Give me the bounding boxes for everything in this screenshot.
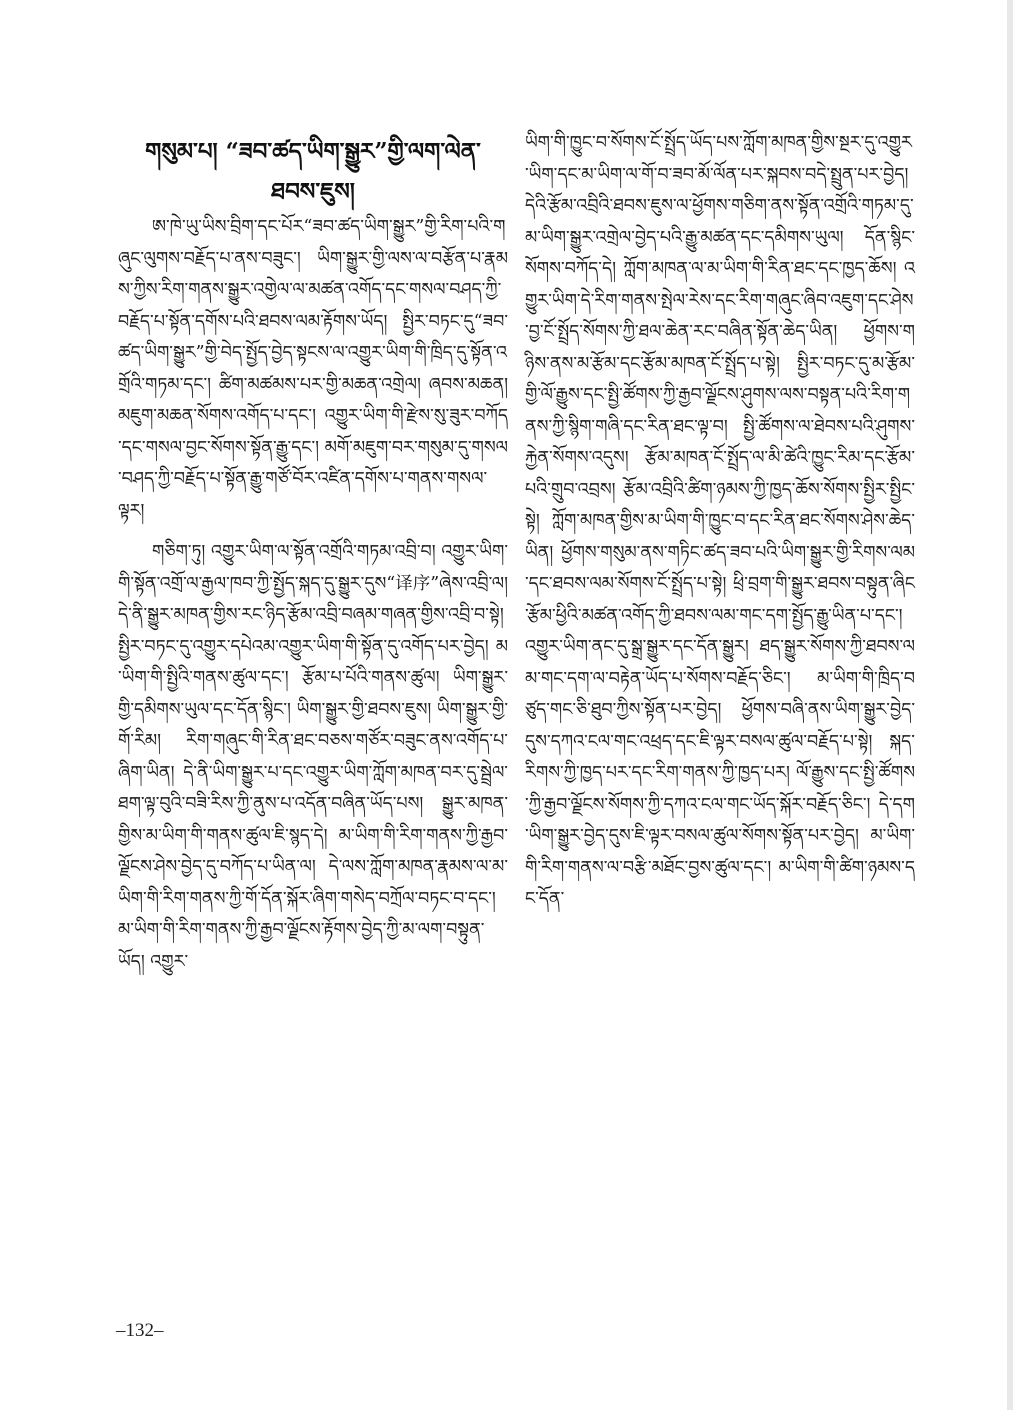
section-title-line-1: གསུམ་པ། “ཟབ་ཚད་ཡིག་སྒྱུར”གྱི་ལག་ལེན་ (145, 138, 481, 165)
left-paragraph-2: གཅིག་ཏུ། འགྱུར་ཡིག་ལ་སྟོན་འགྲོའི་གཏམ་འབྲི་བ། འགྱུར་ཡིག་གི་སྟོན་འགྲོ་ལ་རྒྱལ་ཁབ་ཀྱི་སྤྱོད་སྐད་དུ་སྒྱུར་དུས“译序”ཞེས་འབྲི་ལ། དེ་ནི་སྒྱུར་མཁན་གྱིས་རང་ཉིད་རྩོམ་འབྲི་བཞམ་གཞན་གྱིས་འབྲི་བ་སྟེ། སྤྱིར་བཏང་དུ་འགྱུར་དཔེའམ་འགྱུར་ཡིག་གི་སྟོན་དུ་འགོད་པར་བྱེད། མ་ཡིག་གི་སྤྱིའི་གནས་ཚུལ་དང་། རྩོམ་པ་པོའི་གནས་ཚུལ། ཡིག་སྒྱུར་གྱི་དམིགས་ཡུལ་དང་དོན་སྙིང་། ཡིག་སྒྱུར་གྱི་ཐབས་ཇུས། ཡིག་སྒྱུར་གྱི་གོ་རིམ། རིག་གཞུང་གི་རིན་ཐང་བཅས་གཙོར་བཟུང་ནས་འགོད་པ་ཞིག་ཡིན། དེ་ནི་ཡིག་སྒྱུར་པ་དང་འགྱུར་ཡིག་ཀློག་མཁན་བར་དུ་སྦྲེལ་ཐག་ལྟ་བུའི་བཟི་རིས་ཀྱི་ནུས་པ་འདོན་བཞིན་ཡོད་པས། སྒྱུར་མཁན་གྱིས་མ་ཡིག་གི་གནས་ཚུལ་ཇི་སྙད་དེ། མ་ཡིག་གི་རིག་གནས་ཀྱི་རྒྱབ་ལྗོངས་ཤེས་བྱེད་དུ་བཀོད་པ་ཡིན་ལ། དེ་ལས་ཀློག་མཁན་རྣམས་ལ་མ་ཡིག་གི་རིག་གནས་ཀྱི་གོ་དོན་སྐོར་ཞིག་གསེད་བཀྲོལ་བཏང་བ་དང་། མ་ཡིག་གི་རིག་གནས་ཀྱི་རྒྱབ་ལྗོངས་རྟོགས་བྱེད་ཀྱི་མ་ལག་བསྟུན་ཡོད། འགྱུར་ (118, 542, 509, 972)
left-paragraph-1: ཨ་ཁེ་ཡུ་ཡིས་བྲིག་དང་པོར“ཟབ་ཚད་ཡིག་སྒྱུར”གྱི་རིག་པའི་གཞུང་ལུགས་བརྗོད་པ་ནས་བཟུང་། ཡིག་སྒྱུར་གྱི་ལས་ལ་བརྩོན་པ་རྣམས་ཀྱིས་རིག་གནས་སྒྱུར་འགྱེལ་ལ་མཚན་འགོད་དང་གསལ་བཤད་ཀྱི་བརྗོད་པ་སྟོན་དགོས་པའི་ཐབས་ལམ་རྟོགས་ཡོད། སྤྱིར་བཏང་དུ“ཟབ་ཚད་ཡིག་སྒྱུར”གྱི་བེད་སྤྱོད་བྱེད་སྟངས་ལ་འགྱུར་ཡིག་གི་ཁྲིད་དུ་སྟོན་འགྲོའི་གཏམ་དང་། ཚིག་མཚམས་པར་གྱི་མཆན་འགྲེལ། ཞབས་མཆན། མཇུག་མཆན་སོགས་འགོད་པ་དང་། འགྱུར་ཡིག་གི་རྫེས་སུ་ཟུར་བཀོད་དང་གསལ་བྱང་སོགས་སྟོན་རྒྱུ་དང་། མགོ་མཇུག་བར་གསུམ་དུ་གསལ་བཤད་ཀྱི་བརྗོད་པ་སྟོན་རྒྱུ་གཙོ་བོར་འཛིན་དགོས་པ་གནས་གསལ་ལྟར། (118, 217, 509, 521)
paragraph-gap (118, 527, 508, 537)
section-title-line-2: ཐབས་ཇུས། (271, 178, 355, 205)
page-edge-shadow (1007, 0, 1013, 1410)
page-number: –132– (116, 1320, 164, 1341)
right-paragraph-1: ཡིག་གི་ཁྱུང་བ་སོགས་ངོ་སྤྲོད་ཡོད་པས་ཀློག་མཁན་གྱིས་སྔར་དུ་འགྱུར་ཡིག་དང་མ་ཡིག་ལ་གོ་བ་ཟབ་མོ་ལོན་པར་སྐབས་བདེ་སྤྲུན་པར་བྱེད། དེའི་རྩོམ་འབྲིའི་ཐབས་ཇུས་ལ་ཕྱོགས་གཅིག་ནས་སྟོན་འགྲོའི་གཏམ་དུ་མ་ཡིག་སྒྱུར་འགྲེལ་བྱེད་པའི་རྒྱུ་མཚན་དང་དམིགས་ཡུལ། དོན་སྙིང་སོགས་བཀོད་དེ། ཀློག་མཁན་ལ་མ་ཡིག་གི་རིན་ཐང་དང་ཁྱད་ཆོས། འགྱུར་ཡིག་དེ་རིག་གནས་སྤེལ་རེས་དང་རིག་གཞུང་ཞིབ་འཇུག་དང་ཤེས་བྱ་ངོ་སྤྲོད་སོགས་ཀྱི་ཐལ་ཆེན་རང་བཞིན་སྟོན་ཆེད་ཡིན། ཕྱོགས་གཉིས་ནས་མ་རྩོམ་དང་རྩོམ་མཁན་ངོ་སྤྲོད་པ་སྟེ། སྤྱིར་བཏང་དུ་མ་རྩོམ་གྱི་ལོ་རྒྱུས་དང་སྤྱི་ཚོགས་ཀྱི་རྒྱབ་ལྗོངས་ཤུགས་ལས་བསྟན་པའི་རིག་གནས་ཀྱི་སྙིག་གཞི་དང་རིན་ཐང་ལྟ་བ། སྤྱི་ཚོགས་ལ་ཐེབས་པའི་ཤུགས་རྐྱེན་སོགས་འདུས། རྩོམ་མཁན་ངོ་སྤྲོད་ལ་མི་ཚེའི་ཁྱུང་རིམ་དང་རྩོམ་པའི་གྲུབ་འབྲས། རྩོམ་འབྲིའི་ཚིག་ཉམས་ཀྱི་ཁྱད་ཆོས་སོགས་སྤྱིར་སྤྱིང་སྟེ། ཀློག་མཁན་གྱིས་མ་ཡིག་གི་ཁྱུང་བ་དང་རིན་ཐང་སོགས་ཤེས་ཆེད་ཡིན། ཕྱོགས་གསུམ་ནས་གཏིང་ཚད་ཟབ་པའི་ཡིག་སྒྱུར་གྱི་རིགས་ལམ་དང་ཐབས་ལམ་སོགས་ངོ་སྤྲོད་པ་སྟེ། ཕྲི་བྲག་གི་སྒྱུར་ཐབས་བསྟུན་ཞིང་རྩོམ་ཕྱིའི་མཚན་འགོད་ཀྱི་ཐབས་ལམ་གང་དག་སྤྱོད་རྒྱུ་ཡིན་པ་དང་། འགྱུར་ཡིག་ནང་དུ་སྒྲ་སྒྱུར་དང་དོན་སྒྱུར། ཐད་སྒྱུར་སོགས་ཀྱི་ཐབས་ལམ་གང་དག་ལ་བརྟེན་ཡོད་པ་སོགས་བརྗོད་ཅིང་། མ་ཡིག་གི་ཁྲིད་བཙུད་གང་ཅི་ཐུབ་ཀྱིས་སྟོན་པར་བྱེད། ཕྱོགས་བཞི་ནས་ཡིག་སྒྱུར་བྱེད་དུས་དཀའ་ངལ་གང་འཕྲད་དང་ཇི་ལྟར་བསལ་ཚུལ་བརྗོད་པ་སྟེ། སྐད་རིགས་ཀྱི་ཁྱད་པར་དང་རིག་གནས་ཀྱི་ཁྱད་པར། ལོ་རྒྱུས་དང་སྤྱི་ཚོགས་ཀྱི་རྒྱབ་ལྗོངས་སོགས་ཀྱི་དཀའ་ངལ་གང་ཡོད་སྐོར་བརྗོད་ཅིང་། དེ་དག་ཡིག་སྒྱུར་བྱེད་དུས་ཇི་ལྟར་བསལ་ཚུལ་སོགས་སྟོན་པར་བྱེད། མ་ཡིག་གི་རིག་གནས་ལ་བརྩི་མཐོང་བྱས་ཚུལ་དང་། མ་ཡིག་གི་ཚིག་ཉམས་དང་དོན་ (525, 133, 915, 909)
left-column (118, 128, 508, 978)
right-column (525, 128, 915, 916)
section-title (118, 132, 508, 212)
